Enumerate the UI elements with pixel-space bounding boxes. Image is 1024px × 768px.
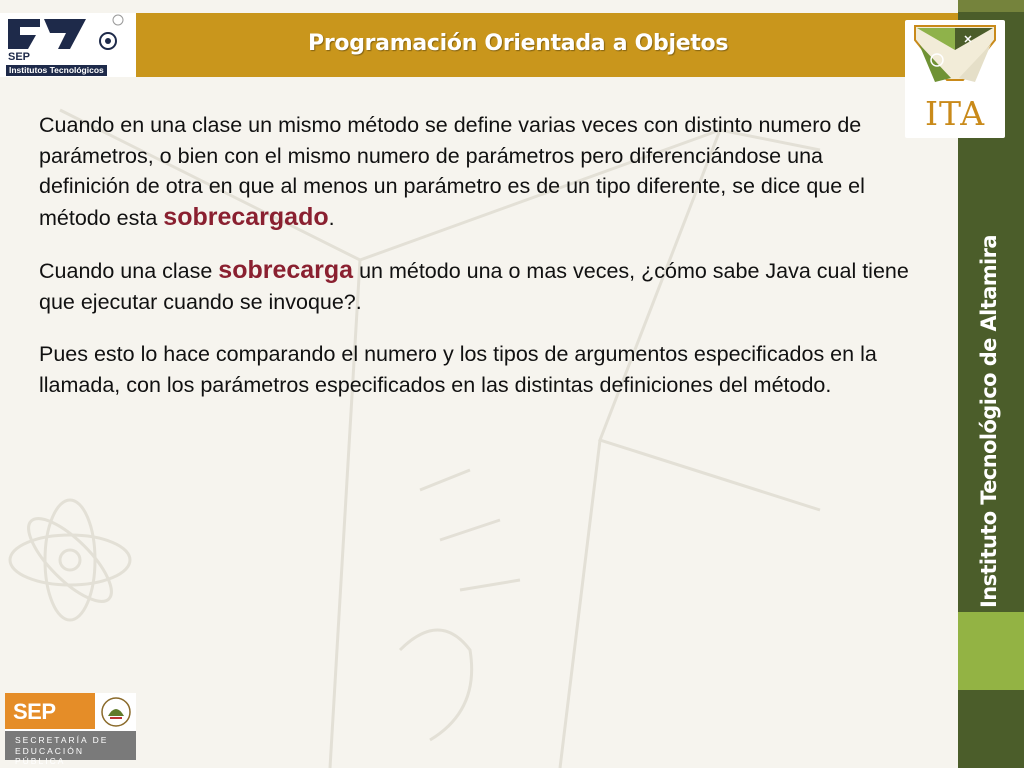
paragraph-question bbox=[39, 255, 919, 317]
sep-footer-logo bbox=[5, 693, 136, 766]
mexico-eagle-icon bbox=[100, 696, 132, 728]
ita-shield-icon bbox=[905, 20, 1005, 94]
paragraph-answer: Pues esto lo hace comparando el numero y los tipos de argumentos especificados en la llamada, con los parámetros especificados en las distintas definiciones del método. bbox=[39, 342, 877, 397]
institute-vertical-title: Instituto Tecnológico de Altamira bbox=[977, 235, 1001, 608]
paragraph-text: Cuando una clase bbox=[39, 259, 219, 283]
sep-logo-text: SEP bbox=[8, 51, 31, 63]
ita-logo bbox=[905, 20, 1005, 138]
paragraph-text: un método una o mas veces, ¿cómo sabe Java cual tiene que ejecutar cuando se invoque?. bbox=[39, 259, 909, 314]
band-top-strip bbox=[958, 0, 1024, 12]
band-accent-block bbox=[958, 612, 1024, 690]
sep-footer-label: SEP bbox=[13, 699, 56, 724]
paragraph-text: . bbox=[328, 205, 335, 230]
sep-gray-block bbox=[5, 731, 136, 766]
sep-emblem-icon bbox=[0, 13, 136, 53]
paragraph-text: Cuando en una clase un mismo método se define varias veces con distinto numero de parámetros, o bien con el mismo numero de parámetros pero diferenciándose una definición de otra en que al menos un parámetro es de un tipo diferente, se dice que el método esta bbox=[39, 113, 865, 230]
slide-content bbox=[39, 110, 919, 422]
page-title: Programación Orientada a Objetos bbox=[308, 31, 729, 56]
sep-orange-block bbox=[5, 693, 95, 729]
highlight-term: sobrecarga bbox=[218, 256, 354, 284]
sep-footer-line1: SECRETARÍA DE bbox=[15, 735, 109, 745]
institutos-logo-text: Institutos Tecnológicos bbox=[6, 65, 107, 76]
header-bar bbox=[0, 13, 958, 77]
paragraph-definition bbox=[39, 110, 919, 233]
sep-it-logo bbox=[0, 13, 136, 77]
ita-logo-text: ITA bbox=[924, 94, 986, 133]
sep-footer-line2: EDUCACIÓN PÚBLICA bbox=[15, 746, 85, 766]
highlight-term: sobrecargado bbox=[163, 202, 329, 231]
